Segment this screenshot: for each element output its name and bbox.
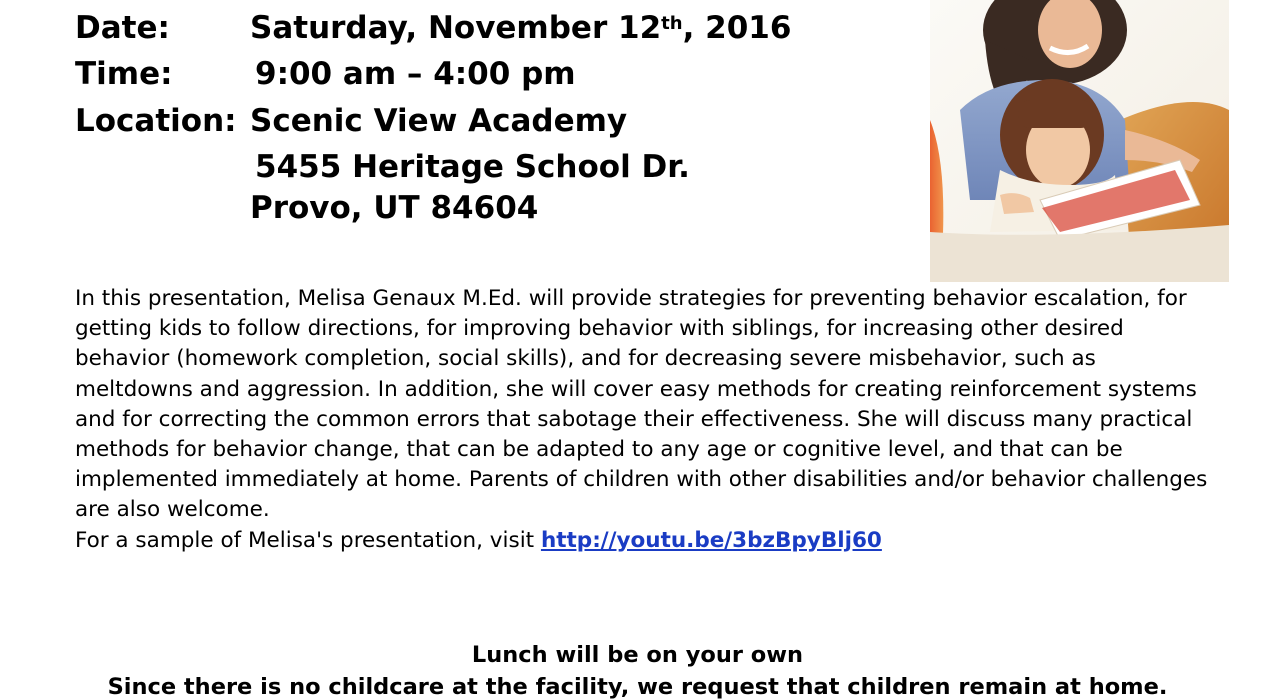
sample-prefix: For a sample of Melisa's presentation, visit — [75, 527, 541, 553]
sample-line — [75, 526, 1215, 556]
location-label: Location: — [75, 103, 237, 139]
date-year: , 2016 — [682, 10, 792, 46]
childcare-notice: Since there is no childcare at the facility, we request that children remain at home. — [107, 674, 1168, 700]
date-label: Date: — [75, 10, 170, 46]
date-main: Saturday, November 12 — [250, 10, 662, 46]
time-value: 9:00 am – 4:00 pm — [255, 56, 576, 92]
time-row — [75, 56, 576, 92]
date-suffix: th — [661, 13, 683, 34]
parent-child-reading-photo — [930, 0, 1229, 282]
youtube-link[interactable]: http://youtu.be/3bzBpyBlj60 — [540, 527, 882, 553]
address-line1: 5455 Heritage School Dr. — [255, 149, 690, 185]
description-body: In this presentation, Melisa Genaux M.Ed. will provide strategies for preventing behavior escalation, for getting kids to follow directions, for improving behavior with siblings, for increasing other desired behavior (homework completion, social skills), and for decreasing severe misbehavior, such as meltdowns and aggression. In addition, she will cover easy methods for creating reinforcement systems and for correcting the common errors that sabotage their effectiveness. She will discuss many practical methods for behavior change, that can be adapted to any age or cognitive level, and that can be implemented immediately at home. Parents of children with other disabilities and/or behavior challenges are also welcome. — [75, 286, 1208, 523]
location-name: Scenic View Academy — [250, 103, 628, 139]
time-label: Time: — [75, 56, 173, 92]
address-line2: Provo, UT 84604 — [250, 190, 539, 226]
presentation-description — [75, 284, 1215, 556]
lunch-notice: Lunch will be on your own — [471, 642, 804, 668]
location-row — [75, 103, 628, 139]
date-row — [75, 10, 792, 46]
date-value — [250, 10, 791, 46]
